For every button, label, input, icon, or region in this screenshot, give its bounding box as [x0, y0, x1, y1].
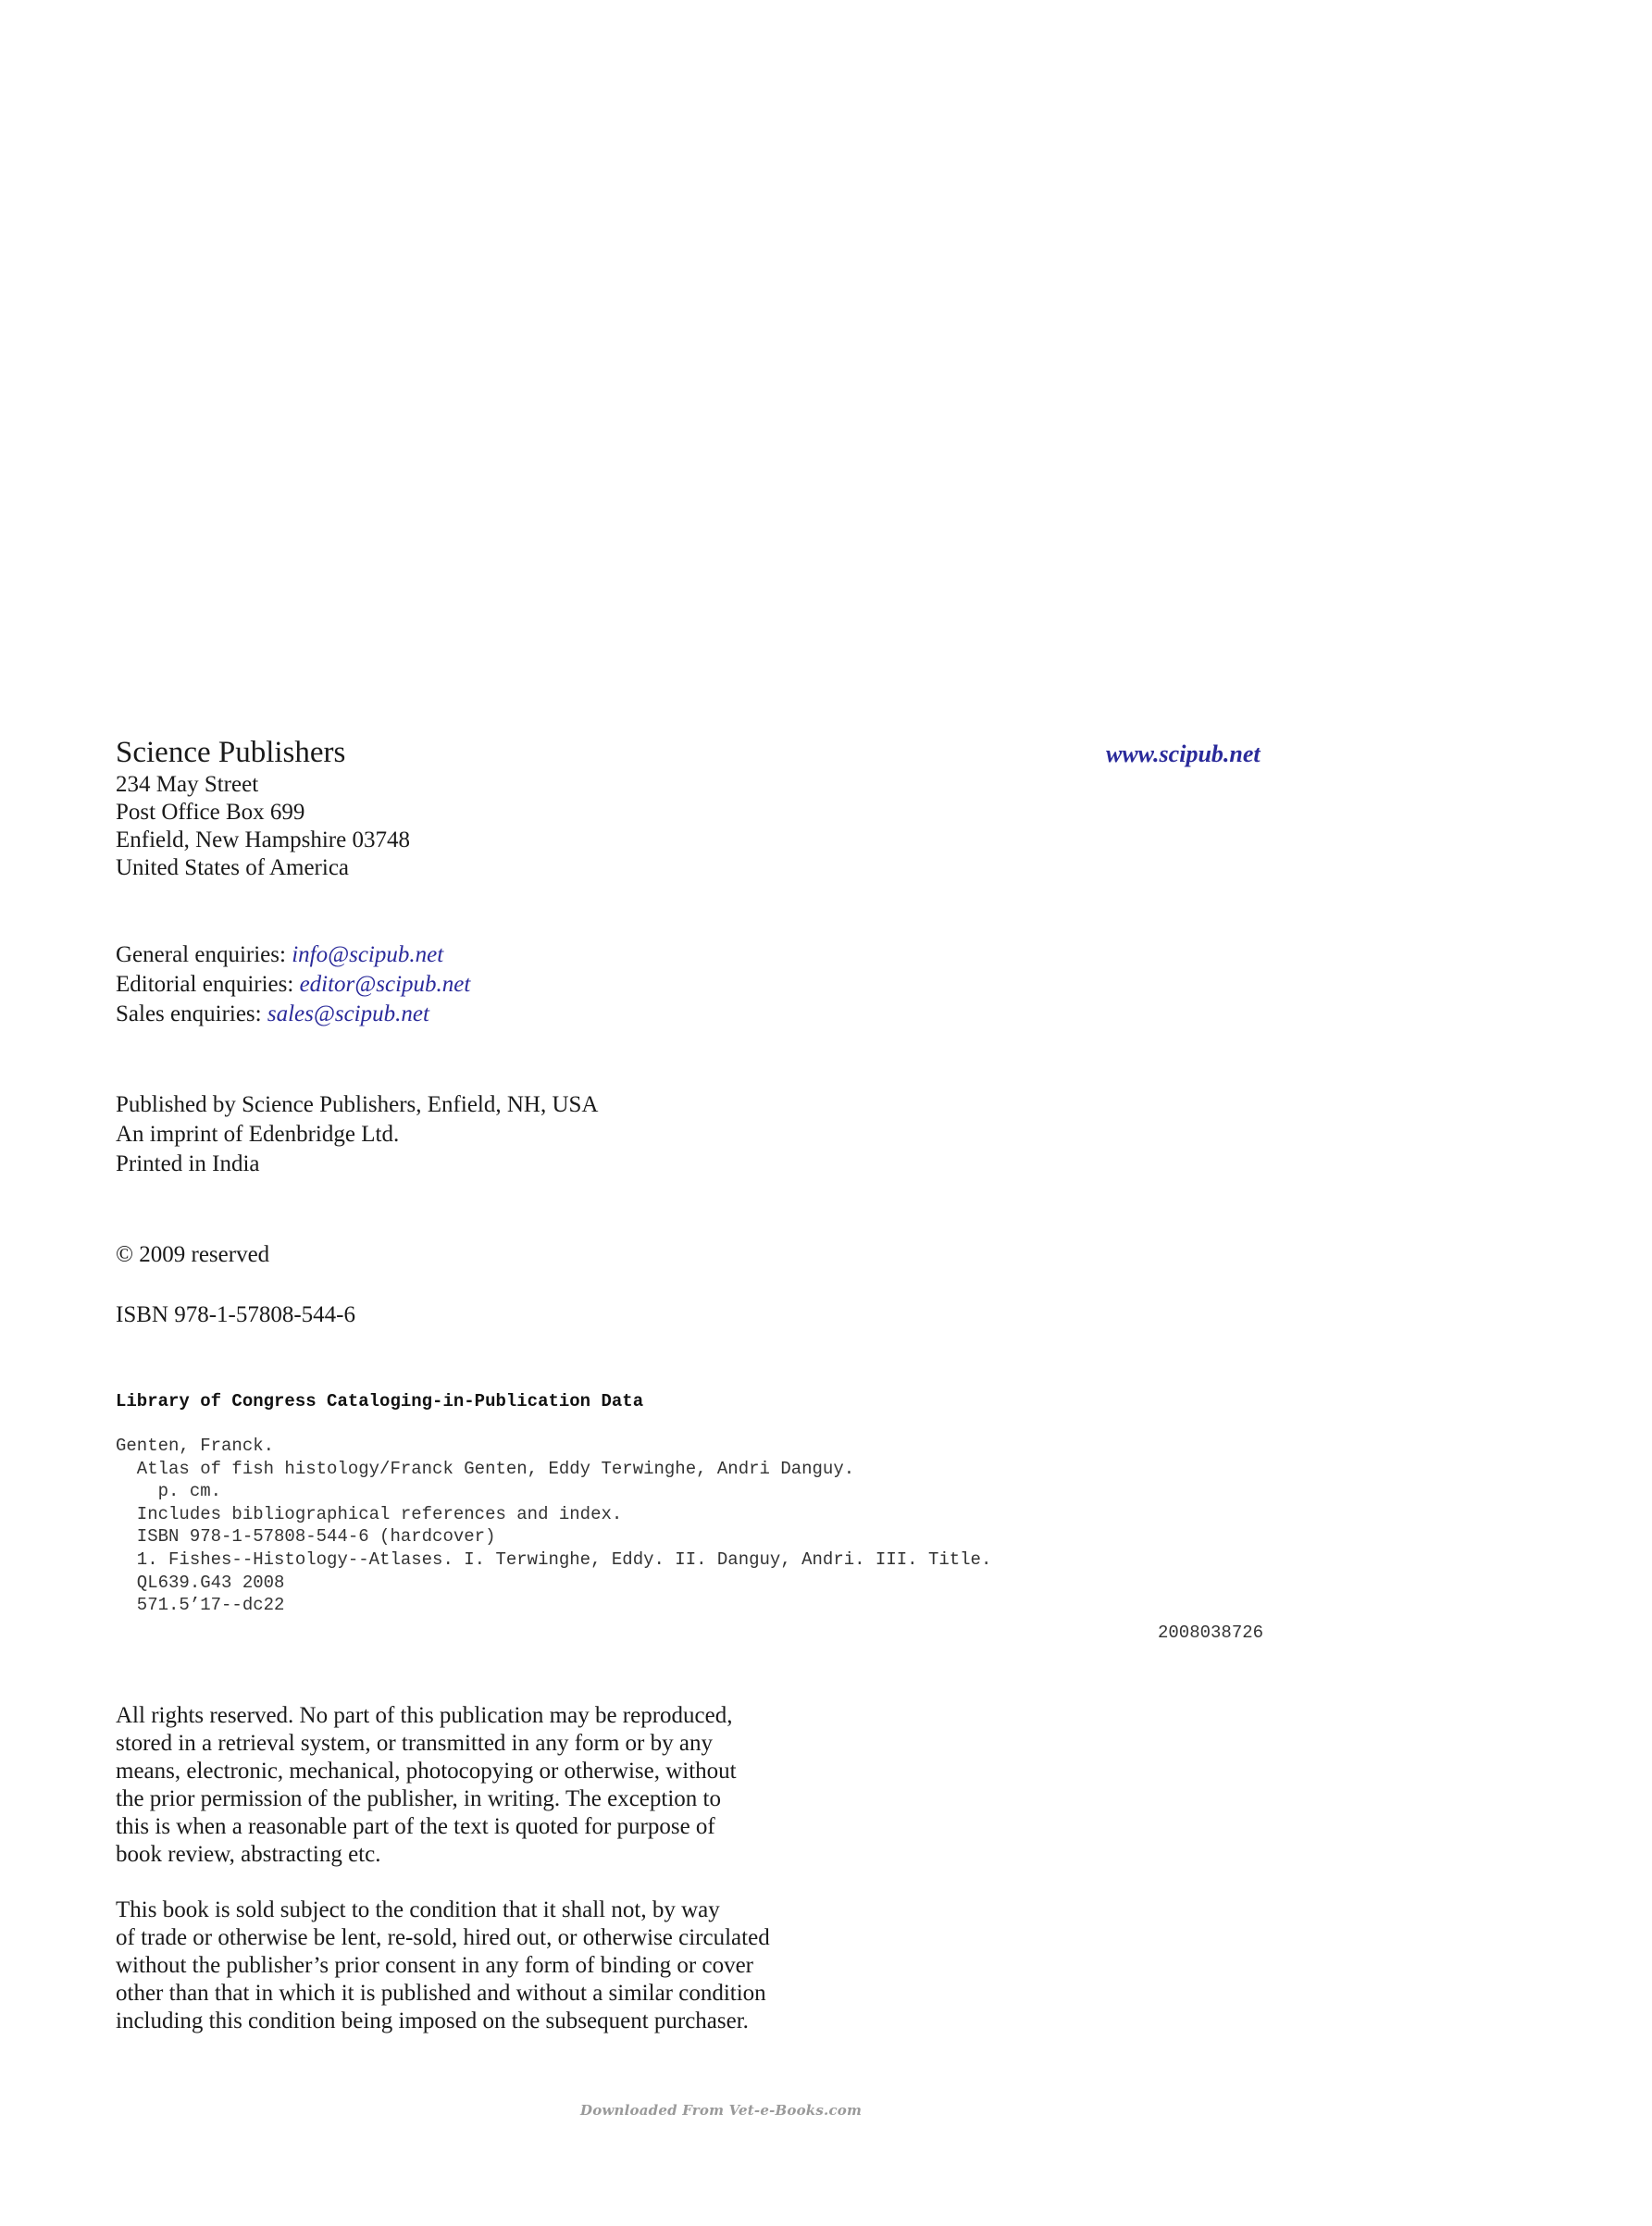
cip-line: QL639.G43 2008	[116, 1572, 285, 1593]
paragraph-line: including this condition being imposed on the subsequent purchaser.	[116, 2008, 749, 2033]
address-line: Post Office Box 699	[116, 800, 305, 825]
cip-line: Includes bibliographical references and index.	[116, 1503, 623, 1524]
paragraph-line: this is when a reasonable part of the text is quoted for purpose of	[116, 1814, 715, 1839]
address-line: 234 May Street	[116, 772, 259, 797]
cip-heading: Library of Congress Cataloging-in-Publication Data	[116, 1391, 644, 1411]
cip-line: 1. Fishes--Histology--Atlases. I. Terwinghe, Eddy. II. Danguy, Andri. III. Title.	[116, 1548, 992, 1570]
publishing-line: Printed in India	[116, 1151, 260, 1176]
paragraph-line: book review, abstracting etc.	[116, 1842, 381, 1867]
cip-control-number: 2008038726	[1158, 1623, 1264, 1643]
general-email-link[interactable]: info@scipub.net	[292, 942, 444, 967]
cip-line: 571.5’17--dc22	[116, 1595, 285, 1616]
sales-email-link[interactable]: sales@scipub.net	[267, 1001, 429, 1026]
address-line: Enfield, New Hampshire 03748	[116, 827, 410, 852]
paragraph-line: other than that in which it is published and without a similar condition	[116, 1981, 766, 2006]
enquiry-label: Editorial enquiries:	[116, 972, 294, 997]
publisher-address	[116, 734, 410, 882]
enquiry-general	[116, 940, 470, 970]
publisher-name: Science Publishers	[116, 736, 346, 769]
website-link[interactable]: www.scipub.net	[1106, 740, 1261, 767]
publishing-line: An imprint of Edenbridge Ltd.	[116, 1122, 400, 1147]
enquiries	[116, 940, 470, 1029]
cip-line: Genten, Franck.	[116, 1436, 275, 1456]
paragraph-spacer	[116, 1869, 856, 1896]
isbn: ISBN 978-1-57808-544-6	[116, 1302, 356, 1327]
download-watermark: Downloaded From Vet-e-Books.com	[580, 2102, 863, 2119]
enquiry-label: General enquiries:	[116, 942, 286, 967]
paragraph-line: All rights reserved. No part of this publication may be reproduced,	[116, 1703, 733, 1728]
publishing-line: Published by Science Publishers, Enfield, NH, USA	[116, 1092, 599, 1117]
paragraph-line: This book is sold subject to the condition that it shall not, by way	[116, 1897, 720, 1922]
enquiry-editorial	[116, 970, 470, 1000]
paragraph-line: the prior permission of the publisher, in writing. The exception to	[116, 1786, 721, 1811]
cip-line: p. cm.	[116, 1481, 222, 1502]
enquiry-sales	[116, 1000, 470, 1029]
cip-record	[116, 1435, 991, 1617]
paragraph-line: stored in a retrieval system, or transmitted in any form or by any	[116, 1731, 713, 1756]
rights-notice	[116, 1702, 856, 2035]
paragraph-line: of trade or otherwise be lent, re-sold, hired out, or otherwise circulated	[116, 1925, 770, 1950]
editorial-email-link[interactable]: editor@scipub.net	[299, 972, 471, 997]
enquiry-label: Sales enquiries:	[116, 1001, 262, 1026]
address-line: United States of America	[116, 855, 350, 880]
paragraph-line: without the publisher’s prior consent in any form of binding or cover	[116, 1953, 753, 1978]
cip-line: Atlas of fish histology/Franck Genten, Eddy Terwinghe, Andri Danguy.	[116, 1458, 855, 1479]
publishing-info	[116, 1090, 598, 1179]
sale-condition-paragraph	[116, 1896, 856, 2035]
paragraph-line: means, electronic, mechanical, photocopying or otherwise, without	[116, 1759, 737, 1784]
copyright-notice: © 2009 reserved	[116, 1242, 270, 1267]
rights-paragraph	[116, 1702, 856, 1869]
cip-line: ISBN 978-1-57808-544-6 (hardcover)	[116, 1526, 496, 1548]
